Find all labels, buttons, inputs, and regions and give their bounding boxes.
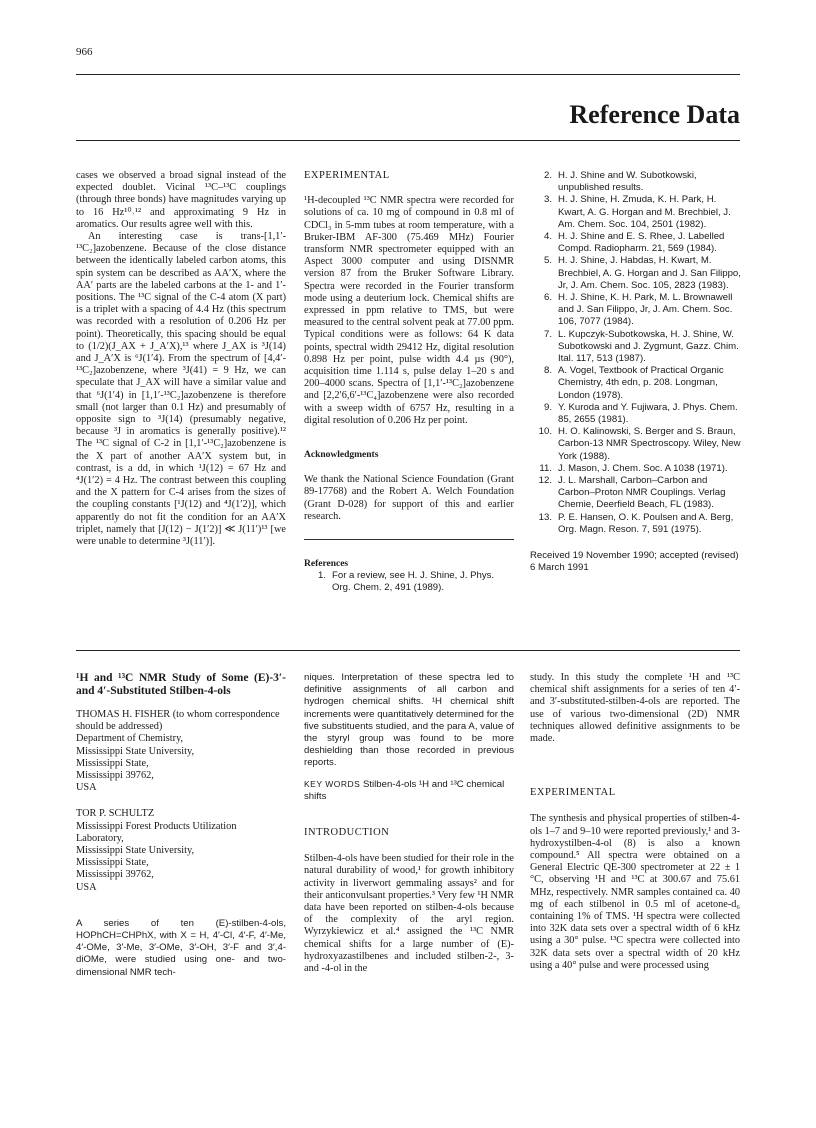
- reference-item: [530, 194, 742, 231]
- reference-text: H. J. Shine and E. S. Rhee, J. Labelled Compd. Radiopharm. 21, 569 (1984).: [558, 231, 725, 255]
- introduction-text: Stilben-4-ols have been studied for their role in the natural durability of wood,¹ for growth inhibitory activity in liverwort gemmaling assays² and for their anticonvulsant properties.³ Very few ¹H NMR data have been reported on stilben-4-ols because of the complexity of the aryl region. Wyrzykiewicz et al.⁴ assigned the ¹³C NMR chemical shifts for a large number of (E)-hydroxyazastilbenes and included stilben-2-, 3- and -4-ol in the: [304, 853, 514, 975]
- reference-number: 12.: [538, 475, 552, 487]
- reference-item: [530, 255, 742, 292]
- reference-text: H. J. Shine and W. Subotkowski, unpublished results.: [558, 170, 697, 194]
- reference-item: [530, 402, 742, 426]
- reference-number: 7.: [543, 328, 552, 340]
- page-number: 966: [76, 46, 93, 58]
- article-column-3: [530, 672, 740, 972]
- reference-item: [530, 329, 742, 366]
- reference-number: 11.: [539, 462, 552, 474]
- received-dates: Received 19 November 1990; accepted (revised) 6 March 1991: [530, 550, 739, 574]
- acknowledgments-heading: Acknowledgments: [304, 450, 379, 461]
- affiliation-line: USA: [76, 881, 97, 893]
- experimental-heading-2: EXPERIMENTAL: [530, 787, 616, 799]
- experimental-heading: EXPERIMENTAL: [304, 170, 390, 181]
- acknowledgments-text: We thank the National Science Foundation (Grant 89-17768) and the Robert A. Welch Foundation (Grant D-028) for support of this and earlier research.: [304, 474, 514, 522]
- reference-item: 1. For a review, see H. J. Shine, J. Phys. Org. Chem. 2, 491 (1989).: [317, 570, 495, 594]
- reference-text: A. Vogel, Textbook of Practical Organic Chemistry, 4th edn, p. 208. Longman, London (1978).: [558, 365, 724, 401]
- section-rule: [76, 140, 740, 141]
- reference-number: 3.: [543, 194, 552, 206]
- article-separator-rule: [76, 650, 740, 651]
- reference-text: J. Mason, J. Chem. Soc. A 1038 (1971).: [558, 462, 728, 474]
- keywords-label: KEY WORDS: [304, 778, 361, 789]
- introduction-continued: study. In this study the complete ¹H and ¹³C chemical shift assignments for a series of ten 4′- and 3′-substituted-stilben-4-ols are reported. The use of various two-dimensional (2D) NMR techniques allowed definitive assignments to be made.: [530, 672, 740, 745]
- affiliation-line: Mississippi State University,: [76, 745, 195, 757]
- affiliation-line: Department of Chemistry,: [76, 733, 184, 745]
- affiliation-1: [76, 733, 286, 794]
- affiliation-line: Mississippi State,: [76, 857, 149, 869]
- abstract-part-1: A series of ten (E)-stilben-4-ols, HOPhCH=CHPhX, with X = H, 4′-Cl, 4′-F, 4′-Me, 4′-OMe, 3′-Me, 3′-OMe, 3′-OH, 3′-F and 3′,4-diOMe, were studied using one- and two-dimensional NMR tech-: [76, 917, 286, 978]
- author-2: TOR P. SCHULTZ: [76, 808, 155, 820]
- reference-number: 6.: [543, 292, 552, 304]
- reference-item: [530, 170, 742, 194]
- top-column-1: [76, 170, 286, 548]
- experimental-text: The synthesis and physical properties of stilben-4-ols 1–7 and 9–10 were reported previously,¹ and 3-hydroxystilben-4-ol (8) is also a known compound.⁵ All spectra were obtained on a General Electric QE-300 spectrometer at 22 ± 1 °C, observing ¹H and ¹³C at 300.67 and 75.61 MHz, respectively. NMR samples contained ca. 40 mg of each stilbenol in 0.5 ml of acetone-d₆ containing 1% of TMS. ¹H spectra were collected into 32K data sets over a spectral width of 6 kHz using a 30° pulse. ¹³C spectra were collected into 32K data sets over a spectral width of 20 kHz using a 40° pulse and were processed using: [530, 813, 740, 971]
- affiliation-line: Mississippi 39762,: [76, 770, 154, 782]
- references-heading: References: [304, 559, 349, 570]
- article-title: ¹H and ¹³C NMR Study of Some (E)-3′- and 4′-Substituted Stilben-4-ols: [76, 672, 286, 697]
- reference-item: [530, 292, 742, 329]
- top-column-2: [304, 170, 514, 595]
- reference-number: 2.: [543, 170, 552, 181]
- abstract-part-2: niques. Interpretation of these spectra led to definitive assignments of all carbon and hydrogen chemical shifts. ¹H chemical shift increments were quantitatively determined for the five substituents studied, and the para A, value of the styryl group was found to be more deshielding than those recorded in previous reports.: [304, 672, 514, 769]
- reference-text: H. J. Shine, J. Habdas, H. Kwart, M. Brechbiel, A. G. Horgan and J. San Filippo, Jr, J. Am. Chem. Soc. 105, 2823 (1983).: [558, 255, 741, 291]
- section-title: Reference Data: [569, 100, 740, 129]
- reference-text: H. J. Shine, K. H. Park, M. L. Brownawell and J. San Filippo, Jr, J. Am. Chem. Soc. 106, 7077 (1984).: [558, 292, 733, 328]
- reference-number: 4.: [543, 231, 552, 243]
- paragraph: cases we observed a broad signal instead of the expected doublet. Vicinal ¹³C–¹³C couplings (through three bonds) have magnitudes varying up to 16 Hz¹⁰˒¹² and approximating 9 Hz in aromatics. Our results agree well with this.: [76, 170, 286, 230]
- keywords: Stilben-4-ols ¹H and ¹³C chemical shifts: [304, 778, 505, 802]
- reference-text: H. O. Kalinowski, S. Berger and S. Braun, Carbon-13 NMR Spectroscopy. Wiley, New York (1988).: [558, 426, 741, 462]
- reference-text: L. Kupczyk-Subotkowska, H. J. Shine, W. Subotkowski and J. Zygmunt, Gazz. Chim. Ital. 117, 513 (1987).: [558, 328, 739, 365]
- reference-number: 9.: [543, 401, 552, 413]
- reference-text: Y. Kuroda and Y. Fujiwara, J. Phys. Chem. 85, 2655 (1981).: [558, 401, 738, 426]
- reference-item: [530, 463, 742, 475]
- affiliation-line: Mississippi Forest Products Utilization Laboratory,: [76, 820, 237, 844]
- article-column-2: [304, 672, 514, 975]
- header-rule: [76, 74, 740, 75]
- reference-text: H. J. Shine, H. Zmuda, K. H. Park, H. Kwart, A. G. Horgan and M. Brechbiel, J. Am. Chem. Soc. 104, 2501 (1982).: [558, 194, 731, 230]
- reference-item: [530, 512, 742, 536]
- article-column-1: [76, 672, 286, 979]
- reference-number: 13.: [538, 511, 552, 523]
- affiliation-2: [76, 821, 286, 894]
- introduction-heading: INTRODUCTION: [304, 827, 390, 839]
- reference-text: P. E. Hansen, O. K. Poulsen and A. Berg, Org. Magn. Reson. 7, 591 (1975).: [558, 511, 734, 535]
- top-column-3: [530, 170, 742, 575]
- reference-number: 8.: [543, 365, 552, 377]
- reference-item: [530, 365, 742, 402]
- reference-list: [530, 170, 742, 536]
- author-1: THOMAS H. FISHER (to whom correspondence should be addressed): [76, 709, 280, 733]
- affiliation-line: Mississippi 39762,: [76, 869, 154, 881]
- reference-item: [530, 231, 742, 255]
- reference-number: 10.: [538, 426, 552, 438]
- reference-item: [530, 475, 742, 512]
- references-rule: [304, 539, 514, 540]
- reference-item: [530, 426, 742, 463]
- paragraph: An interesting case is trans-[1,1′-¹³C₂]azobenzene. Because of the close distance between the identically labeled carbon atoms, this spin system can be described as AA′X, where the AA′ parts are the labeled carbons at the 1- and 1′-positions. The ¹³C signal of the C-4 atom (X part) is a triplet with a spacing of 4.4 Hz (this spectrum was recorded with a resolution of 0.206 Hz per point). Theoretically, this spacing should be equal to (1/2)(J_AX + J_A′X),¹³ where J_AX is ³J(14) and J_A′X is ⁶J(1′4). From the spectrum of [4,4′-¹³C₂]azobenzene, where ³J(41) = 9 Hz, we can speculate that J_AX will have a similar value and that ⁶J(1′4) in [1,1′-¹³C₂]azobenzene is therefore small (not larger than 0.1 Hz) and presumably of opposite sign to ³J(14) (presumably negative, because ³J in aromatics is generally positive).¹² The ¹³C signal of C-2 in [1,1′-¹³C₂]azobenzene is the X part of another AA′X system but, in contrast, is a dd, in which ¹J(12) = 67 Hz and ⁴J(1′2) = 4 Hz. The contrast between this coupling and the X pattern for C-4 arises from the sizes of the coupling constants [¹J(12) and ⁴J(1′2)], which apparently do not fit the condition for an AA′X triplet, namely that [J(12) − J(1′2)] ≪ J(11′)¹³ [we were unable to determine ³J(11′)].: [76, 231, 286, 548]
- affiliation-line: Mississippi State University,: [76, 845, 195, 857]
- affiliation-line: USA: [76, 782, 97, 794]
- reference-text: J. L. Marshall, Carbon–Carbon and Carbon–Proton NMR Couplings. Verlag Chemie, Deerfield Beach, FL (1983).: [558, 475, 726, 511]
- reference-number: 5.: [543, 255, 552, 267]
- paragraph: ¹H-decoupled ¹³C NMR spectra were recorded for solutions of ca. 10 mg of compound in 0.8 ml of CDCl₃ in 5-mm tubes at room temperature, with a Bruker-IBM AF-300 (75.469 MHz) Fourier transform NMR spectrometer equipped with an Aspect 3000 computer and using DISNMR version 87 from the Bruker Software Library. Spectra were recorded in the Fourier transform mode using a deuterium lock. Chemical shifts are expressed in ppm relative to TMS, but were measured to the central solvent peak at 77.00 ppm. Typical conditions were as follows: 64 K data points, spectral width 29412 Hz, digital resolution 0.898 Hz per point, pulse width 4.4 µs (90°), acquisition time 1.114 s, pulse delay 1–20 s and 200–4000 scans. Spectra of [1,1′-¹³C₂]azobenzene and [2,2′6,6′-¹³C₄]azobenzene were also recorded with a sweep width of 6757 Hz, resulting in a digital resolution of 0.206 Hz per point.: [304, 195, 514, 426]
- affiliation-line: Mississippi State,: [76, 757, 149, 769]
